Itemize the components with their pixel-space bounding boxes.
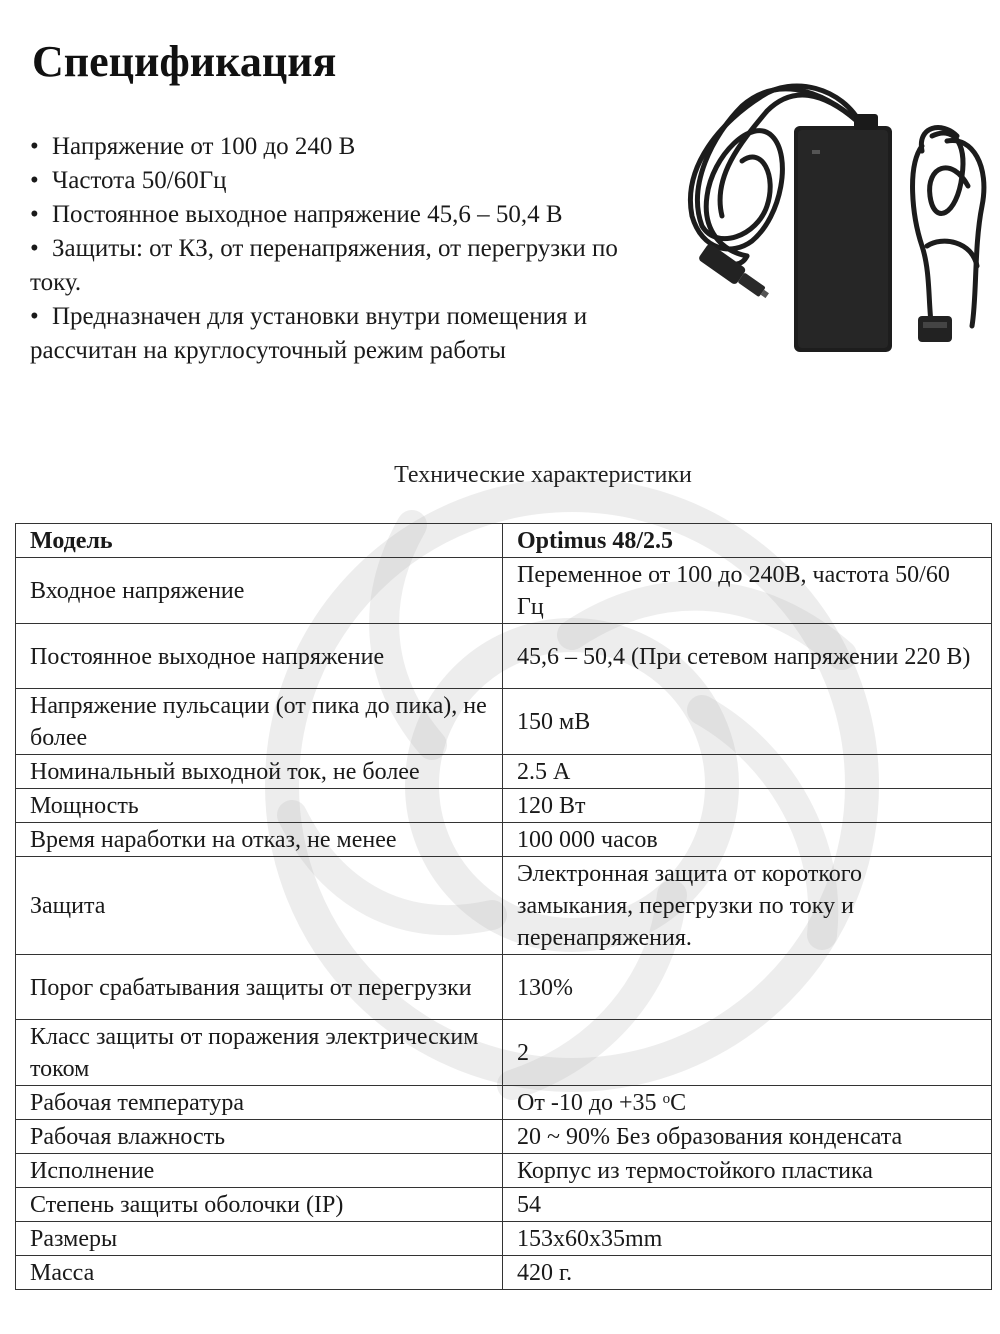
spec-label: Масса — [16, 1256, 503, 1290]
table-row — [16, 1120, 992, 1154]
spec-label: Входное напряжение — [16, 558, 503, 624]
table-row — [16, 955, 992, 1020]
spec-value: Корпус из термостойкого пластика — [503, 1154, 992, 1188]
spec-label: Напряжение пульсации (от пика до пика), не более — [16, 689, 503, 755]
feature-item: • Защиты: от КЗ, от перенапряжения, от перегрузки по току. — [30, 232, 670, 300]
spec-value: 120 Вт — [503, 789, 992, 823]
spec-value: 20 ~ 90% Без образования конденсата — [503, 1120, 992, 1154]
spec-label: Класс защиты от поражения электрическим током — [16, 1020, 503, 1086]
spec-value: Электронная защита от короткого замыкания, перегрузки по току и перенапряжения. — [503, 857, 992, 955]
feature-item: • Напряжение от 100 до 240 В — [30, 130, 670, 164]
table-row — [16, 755, 992, 789]
spec-value: 150 мВ — [503, 689, 992, 755]
spec-value: 45,6 – 50,4 (При сетевом напряжении 220 В) — [503, 624, 992, 689]
spec-value: Переменное от 100 до 240В, частота 50/60 Гц — [503, 558, 992, 624]
page-title: Спецификация — [32, 37, 337, 86]
spec-label: Номинальный выходной ток, не более — [16, 755, 503, 789]
degree-mark: o — [662, 1091, 671, 1107]
table-header-cell: Модель — [16, 524, 503, 558]
table-row — [16, 1086, 992, 1120]
spec-label: Защита — [16, 857, 503, 955]
bullet-icon: • — [30, 235, 39, 262]
spec-value: 420 г. — [503, 1256, 992, 1290]
power-adapter-image — [672, 66, 994, 366]
spec-label: Рабочая влажность — [16, 1120, 503, 1154]
feature-item: • Предназначен для установки внутри помещения и рассчитан на круглосуточный режим работы — [30, 300, 670, 368]
feature-item: • Постоянное выходное напряжение 45,6 – 50,4 В — [30, 198, 670, 232]
spec-label: Время наработки на отказ, не менее — [16, 823, 503, 857]
bullet-icon: • — [30, 133, 39, 160]
spec-label: Порог срабатывания защиты от перегрузки — [16, 955, 503, 1020]
spec-value: 54 — [503, 1188, 992, 1222]
table-row — [16, 789, 992, 823]
table-row — [16, 1154, 992, 1188]
spec-label: Рабочая температура — [16, 1086, 503, 1120]
spec-label: Мощность — [16, 789, 503, 823]
spec-label: Степень защиты оболочки (IP) — [16, 1188, 503, 1222]
spec-value: От -10 до +35 $^o$C — [503, 1086, 992, 1120]
spec-label: Размеры — [16, 1222, 503, 1256]
table-row — [16, 1188, 992, 1222]
spec-table — [15, 523, 992, 1290]
spec-value: 153x60x35mm — [503, 1222, 992, 1256]
table-header-row — [16, 524, 992, 558]
spec-value: 100 000 часов — [503, 823, 992, 857]
table-row — [16, 1020, 992, 1086]
table-header-cell: Optimus 48/2.5 — [503, 524, 992, 558]
table-row — [16, 689, 992, 755]
table-row — [16, 1222, 992, 1256]
table-row — [16, 857, 992, 955]
feature-list — [30, 130, 670, 368]
spec-value: 2 — [503, 1020, 992, 1086]
spec-value: 2.5 А — [503, 755, 992, 789]
table-row — [16, 558, 992, 624]
table-row — [16, 1256, 992, 1290]
table-row — [16, 823, 992, 857]
bullet-icon: • — [30, 167, 39, 194]
table-caption: Технические характеристики — [394, 462, 692, 488]
bullet-icon: • — [30, 201, 39, 228]
spec-label: Постоянное выходное напряжение — [16, 624, 503, 689]
bullet-icon: • — [30, 303, 39, 330]
spec-label: Исполнение — [16, 1154, 503, 1188]
table-row — [16, 624, 992, 689]
spec-value: 130% — [503, 955, 992, 1020]
feature-item: • Частота 50/60Гц — [30, 164, 670, 198]
